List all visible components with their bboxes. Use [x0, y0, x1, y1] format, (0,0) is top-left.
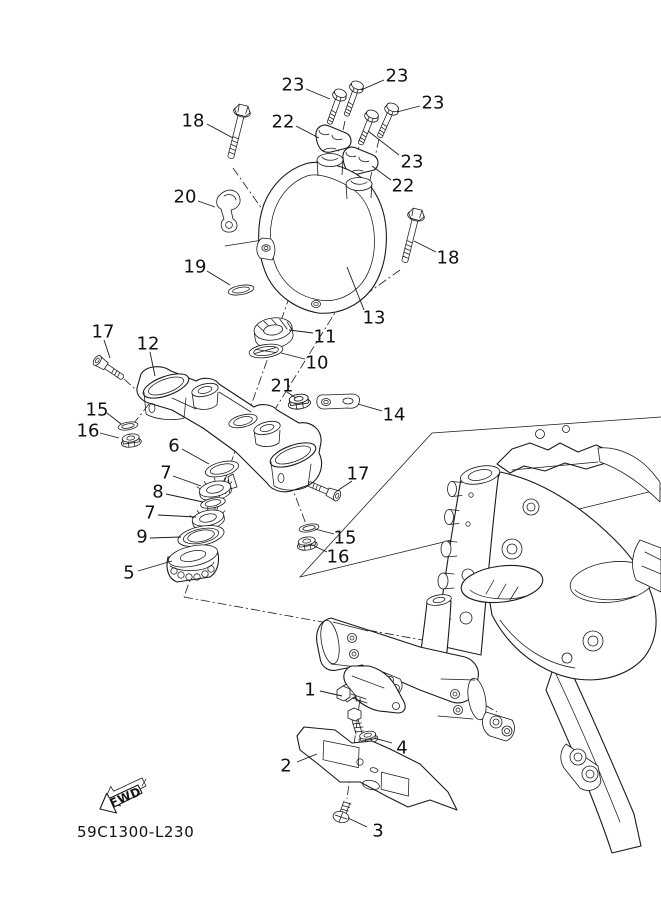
- part-label-10: 10: [305, 352, 329, 374]
- steering-bearing-stack: [166, 458, 240, 582]
- leader-line-3: [348, 818, 367, 827]
- leader-line-18: [207, 124, 233, 138]
- washer-19: [227, 283, 254, 297]
- handlebar-holder-22-upper: [316, 125, 351, 152]
- washer-8: [200, 496, 226, 511]
- leader-line-17: [104, 340, 110, 358]
- bolt-17-left: [92, 354, 127, 382]
- part-label-7: 7: [144, 502, 156, 524]
- fwd-arrow: [100, 778, 146, 813]
- part-label-13: 13: [362, 307, 386, 329]
- washer-10: [248, 342, 283, 360]
- cable-guide-20: [217, 190, 241, 232]
- part-label-23: 23: [400, 151, 424, 173]
- stay-14: [317, 394, 360, 409]
- part-label-2: 2: [280, 755, 292, 777]
- leader-line-23: [306, 89, 330, 99]
- fwd-label: FWD: [107, 784, 144, 811]
- nut-16-right: [296, 536, 318, 552]
- bolt-18-right: [396, 207, 426, 264]
- part-label-17: 17: [346, 463, 370, 485]
- part-label-7: 7: [160, 462, 172, 484]
- leader-line-22: [372, 166, 391, 180]
- part-label-14: 14: [382, 404, 406, 426]
- bolt-23-a: [323, 87, 349, 126]
- part-label-18: 18: [436, 247, 460, 269]
- part-label-6: 6: [168, 435, 180, 457]
- part-label-8: 8: [152, 481, 164, 503]
- part-label-5: 5: [123, 562, 135, 584]
- part-label-16: 16: [76, 420, 100, 442]
- leader-line-18: [414, 241, 436, 252]
- washer-15-left: [117, 421, 138, 432]
- part-label-18: 18: [181, 110, 205, 132]
- leader-line-15: [315, 529, 334, 534]
- leader-line-16: [100, 433, 119, 438]
- crown-cover-13: [257, 154, 387, 314]
- leader-line-7: [173, 476, 201, 486]
- part-label-11: 11: [313, 326, 337, 348]
- leader-line-15: [107, 413, 121, 424]
- part-label-22: 22: [271, 111, 295, 133]
- washer-15-right: [298, 523, 319, 534]
- screw-3: [332, 801, 351, 824]
- leader-line-23: [397, 106, 420, 112]
- part-label-12: 12: [136, 333, 160, 355]
- bolt-23-c: [354, 108, 381, 147]
- part-label-23: 23: [385, 65, 409, 87]
- part-label-4: 4: [396, 737, 408, 759]
- part-label-1: 1: [304, 679, 316, 701]
- part-label-21: 21: [270, 375, 294, 397]
- diagram-code: 59C1300-L230: [77, 823, 195, 841]
- leader-line-9: [150, 537, 181, 538]
- nut-16-left: [120, 433, 142, 449]
- frame-top-gusset: [497, 443, 612, 473]
- part-label-17: 17: [91, 321, 115, 343]
- leader-line-10: [281, 353, 305, 359]
- leader-line-6: [182, 449, 209, 464]
- leader-line-23: [361, 80, 384, 90]
- ball-race-5: [166, 541, 219, 582]
- leader-line-20: [198, 201, 215, 207]
- part-label-16: 16: [326, 546, 350, 568]
- leader-line-14: [358, 404, 382, 411]
- part-label-15: 15: [333, 527, 357, 549]
- leader-line-19: [207, 271, 230, 285]
- part-label-15: 15: [85, 399, 109, 421]
- part-label-23: 23: [281, 74, 305, 96]
- part-label-3: 3: [372, 820, 384, 842]
- part-label-22: 22: [391, 175, 415, 197]
- leader-line-8: [166, 494, 203, 502]
- bolt-17-right: [306, 479, 342, 503]
- part-label-23: 23: [421, 92, 445, 114]
- part-label-20: 20: [173, 186, 197, 208]
- part-label-9: 9: [136, 526, 148, 548]
- bolt-18-left: [222, 103, 252, 160]
- part-label-19: 19: [183, 256, 207, 278]
- leader-line-22: [296, 126, 319, 138]
